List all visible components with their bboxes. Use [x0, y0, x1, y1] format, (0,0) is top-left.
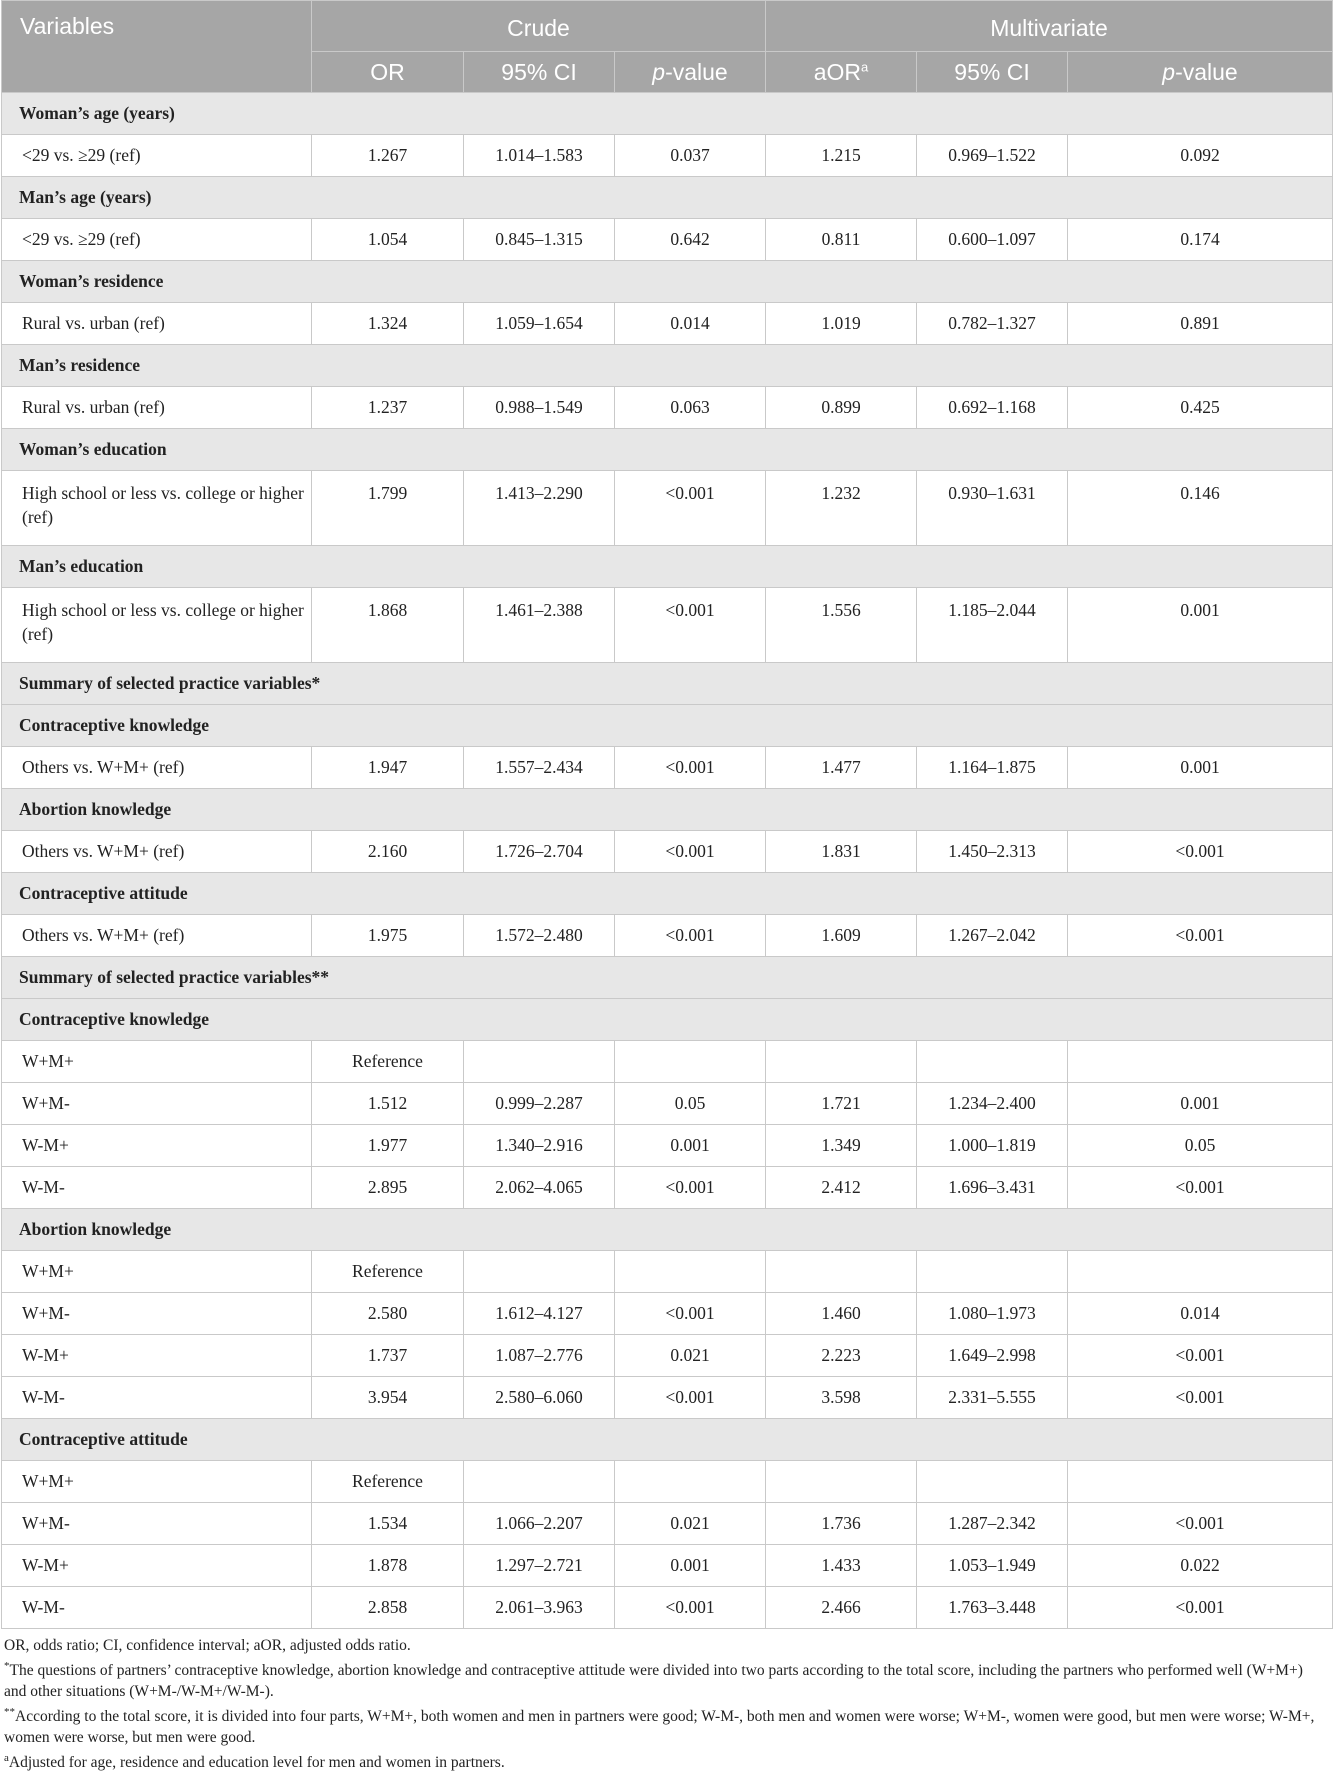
cell-p-value-multivariate: <0.001 [1068, 1503, 1333, 1545]
table-row [2, 387, 1333, 429]
table-row [2, 1377, 1333, 1419]
cell-p-value-multivariate: <0.001 [1068, 1587, 1333, 1629]
cell-ci-multivariate: 1.000–1.819 [917, 1125, 1068, 1167]
footnote-a-text: Adjusted for age, residence and education level for men and women in partners. [8, 1754, 505, 1772]
cell-p-value-crude: <0.001 [615, 1587, 766, 1629]
cell-ci-multivariate: 1.164–1.875 [917, 747, 1068, 789]
cell-odds-ratio: 1.868 [312, 588, 464, 663]
cell-p-value-multivariate [1068, 1041, 1333, 1083]
section-label: Man’s education [2, 546, 1333, 588]
cell-odds-ratio: 1.799 [312, 471, 464, 546]
section-row [2, 663, 1333, 705]
cell-ci-multivariate: 1.696–3.431 [917, 1167, 1068, 1209]
cell-variable-label: <29 vs. ≥29 (ref) [2, 135, 312, 177]
section-row [2, 1209, 1333, 1251]
table-row [2, 1335, 1333, 1377]
header-p-suffix: -value [665, 58, 728, 85]
header-multivariate: Multivariate [766, 1, 1333, 52]
cell-variable-label: W-M+ [2, 1125, 312, 1167]
cell-ci-multivariate: 1.053–1.949 [917, 1545, 1068, 1587]
cell-odds-ratio: Reference [312, 1041, 464, 1083]
cell-ci-multivariate: 0.692–1.168 [917, 387, 1068, 429]
cell-ci-multivariate: 0.600–1.097 [917, 219, 1068, 261]
cell-odds-ratio: 2.895 [312, 1167, 464, 1209]
cell-p-value-multivariate: 0.014 [1068, 1293, 1333, 1335]
section-row [2, 999, 1333, 1041]
cell-p-value-multivariate: <0.001 [1068, 915, 1333, 957]
section-label: Summary of selected practice variables** [2, 957, 1333, 999]
header-aor-text: aOR [813, 58, 862, 85]
table-body [2, 93, 1333, 1629]
cell-ci-crude [464, 1461, 615, 1503]
header-aor [766, 52, 917, 93]
cell-odds-ratio: Reference [312, 1461, 464, 1503]
regression-table [1, 0, 1333, 1629]
cell-adjusted-odds-ratio: 1.609 [766, 915, 917, 957]
cell-p-value-crude: 0.642 [615, 219, 766, 261]
cell-variable-label: W-M+ [2, 1335, 312, 1377]
cell-variable-label: Others vs. W+M+ (ref) [2, 831, 312, 873]
header-p-suffix: -value [1175, 58, 1238, 85]
cell-odds-ratio: 3.954 [312, 1377, 464, 1419]
cell-p-value-crude: <0.001 [615, 747, 766, 789]
cell-p-value-crude: <0.001 [615, 588, 766, 663]
cell-p-value-multivariate: 0.022 [1068, 1545, 1333, 1587]
table-row [2, 1545, 1333, 1587]
section-label: Woman’s age (years) [2, 93, 1333, 135]
footnote-star1-mark: * [4, 1660, 10, 1672]
header-ci-multi: 95% CI [917, 52, 1068, 93]
header-p-crude [615, 52, 766, 93]
cell-odds-ratio: 1.054 [312, 219, 464, 261]
table-row [2, 1125, 1333, 1167]
cell-variable-label: Others vs. W+M+ (ref) [2, 747, 312, 789]
cell-ci-multivariate [917, 1461, 1068, 1503]
cell-ci-multivariate: 0.969–1.522 [917, 135, 1068, 177]
cell-variable-label: Others vs. W+M+ (ref) [2, 915, 312, 957]
footnote-star2 [4, 1702, 1329, 1748]
cell-ci-crude: 1.087–2.776 [464, 1335, 615, 1377]
cell-p-value-crude: <0.001 [615, 831, 766, 873]
cell-odds-ratio: 1.975 [312, 915, 464, 957]
cell-adjusted-odds-ratio: 1.433 [766, 1545, 917, 1587]
cell-variable-label: W+M+ [2, 1251, 312, 1293]
cell-odds-ratio: 1.237 [312, 387, 464, 429]
header-or: OR [312, 52, 464, 93]
header-variables: Variables [2, 1, 312, 93]
header-p-multi [1068, 52, 1333, 93]
table-row [2, 831, 1333, 873]
table-row [2, 1041, 1333, 1083]
cell-ci-crude: 1.059–1.654 [464, 303, 615, 345]
footnote-star1-text: The questions of partners’ contraceptive knowledge, abortion knowledge and contraceptive attitude were divided into two parts according to the total score, including the partners who performed well (W+M+) and other situations (W+M-/W-M+/W-M-). [4, 1662, 1303, 1701]
cell-adjusted-odds-ratio: 2.412 [766, 1167, 917, 1209]
cell-variable-label: Rural vs. urban (ref) [2, 303, 312, 345]
table-row [2, 303, 1333, 345]
cell-ci-crude [464, 1041, 615, 1083]
section-label: Woman’s residence [2, 261, 1333, 303]
section-row [2, 789, 1333, 831]
section-row [2, 873, 1333, 915]
cell-ci-multivariate: 0.930–1.631 [917, 471, 1068, 546]
cell-odds-ratio: 2.858 [312, 1587, 464, 1629]
cell-ci-multivariate: 1.763–3.448 [917, 1587, 1068, 1629]
cell-p-value-multivariate: 0.001 [1068, 1083, 1333, 1125]
cell-adjusted-odds-ratio [766, 1041, 917, 1083]
cell-p-value-multivariate: 0.425 [1068, 387, 1333, 429]
cell-ci-crude: 1.413–2.290 [464, 471, 615, 546]
cell-p-value-crude: <0.001 [615, 915, 766, 957]
cell-p-value-multivariate: 0.146 [1068, 471, 1333, 546]
cell-p-value-crude: <0.001 [615, 1293, 766, 1335]
cell-ci-crude: 1.461–2.388 [464, 588, 615, 663]
cell-p-value-multivariate: 0.891 [1068, 303, 1333, 345]
cell-ci-multivariate: 2.331–5.555 [917, 1377, 1068, 1419]
section-label: Summary of selected practice variables* [2, 663, 1333, 705]
cell-variable-label: W+M+ [2, 1461, 312, 1503]
cell-adjusted-odds-ratio: 1.349 [766, 1125, 917, 1167]
section-row [2, 261, 1333, 303]
cell-ci-multivariate: 1.450–2.313 [917, 831, 1068, 873]
cell-ci-crude: 0.988–1.549 [464, 387, 615, 429]
header-ci-crude: 95% CI [464, 52, 615, 93]
cell-variable-label: Rural vs. urban (ref) [2, 387, 312, 429]
cell-adjusted-odds-ratio [766, 1251, 917, 1293]
section-row [2, 705, 1333, 747]
table-header [2, 1, 1333, 93]
cell-p-value-crude [615, 1251, 766, 1293]
cell-odds-ratio: 1.267 [312, 135, 464, 177]
section-row [2, 1419, 1333, 1461]
section-row [2, 546, 1333, 588]
cell-variable-label: W+M- [2, 1293, 312, 1335]
header-crude: Crude [312, 1, 766, 52]
cell-ci-crude: 1.066–2.207 [464, 1503, 615, 1545]
cell-adjusted-odds-ratio: 2.223 [766, 1335, 917, 1377]
cell-ci-multivariate: 1.267–2.042 [917, 915, 1068, 957]
cell-variable-label: <29 vs. ≥29 (ref) [2, 219, 312, 261]
header-aor-sup: a [861, 58, 869, 74]
cell-p-value-crude [615, 1041, 766, 1083]
header-p-italic: p [1162, 58, 1176, 85]
footnote-star1 [4, 1656, 1329, 1702]
cell-p-value-crude [615, 1461, 766, 1503]
table-row [2, 1587, 1333, 1629]
cell-p-value-crude: 0.001 [615, 1545, 766, 1587]
cell-variable-label: W-M- [2, 1587, 312, 1629]
cell-odds-ratio: 2.160 [312, 831, 464, 873]
cell-variable-label: High school or less vs. college or higher (ref) [2, 588, 312, 663]
table-row [2, 471, 1333, 546]
cell-ci-crude: 2.062–4.065 [464, 1167, 615, 1209]
cell-adjusted-odds-ratio: 2.466 [766, 1587, 917, 1629]
footnote-a-mark: a [4, 1752, 9, 1765]
table-row [2, 915, 1333, 957]
cell-ci-multivariate: 1.287–2.342 [917, 1503, 1068, 1545]
cell-adjusted-odds-ratio: 0.811 [766, 219, 917, 261]
footnotes [0, 1635, 1333, 1773]
section-label: Abortion knowledge [2, 789, 1333, 831]
section-label: Man’s age (years) [2, 177, 1333, 219]
cell-p-value-crude: 0.05 [615, 1083, 766, 1125]
section-label: Contraceptive attitude [2, 873, 1333, 915]
cell-ci-crude: 1.572–2.480 [464, 915, 615, 957]
cell-odds-ratio: 2.580 [312, 1293, 464, 1335]
section-label: Contraceptive knowledge [2, 999, 1333, 1041]
cell-variable-label: High school or less vs. college or higher (ref) [2, 471, 312, 546]
cell-odds-ratio: 1.324 [312, 303, 464, 345]
section-row [2, 345, 1333, 387]
table-row [2, 1251, 1333, 1293]
cell-variable-label: W+M+ [2, 1041, 312, 1083]
cell-adjusted-odds-ratio: 1.736 [766, 1503, 917, 1545]
cell-adjusted-odds-ratio: 1.215 [766, 135, 917, 177]
section-row [2, 93, 1333, 135]
footnote-star2-text: According to the total score, it is divided into four parts, W+M+, both women and men in partners were good; W-M-, both men and women were worse; W+M-, women were good, but men were worse; W-M+, women were worse, but men were good. [4, 1708, 1315, 1747]
footnote-abbreviations: OR, odds ratio; CI, confidence interval; aOR, adjusted odds ratio. [4, 1637, 411, 1654]
cell-odds-ratio: 1.977 [312, 1125, 464, 1167]
cell-p-value-multivariate: 0.174 [1068, 219, 1333, 261]
cell-p-value-crude: 0.021 [615, 1503, 766, 1545]
cell-p-value-crude: 0.021 [615, 1335, 766, 1377]
table-row [2, 1503, 1333, 1545]
cell-ci-crude: 0.845–1.315 [464, 219, 615, 261]
cell-p-value-multivariate: <0.001 [1068, 1335, 1333, 1377]
footnote-a [4, 1748, 1329, 1773]
header-p-italic: p [652, 58, 666, 85]
cell-ci-crude: 2.061–3.963 [464, 1587, 615, 1629]
cell-odds-ratio: 1.947 [312, 747, 464, 789]
cell-variable-label: W+M- [2, 1503, 312, 1545]
cell-variable-label: W-M+ [2, 1545, 312, 1587]
cell-ci-crude: 1.014–1.583 [464, 135, 615, 177]
cell-adjusted-odds-ratio: 3.598 [766, 1377, 917, 1419]
table-row [2, 1167, 1333, 1209]
cell-adjusted-odds-ratio: 1.232 [766, 471, 917, 546]
table-row [2, 1293, 1333, 1335]
cell-adjusted-odds-ratio: 1.460 [766, 1293, 917, 1335]
cell-adjusted-odds-ratio: 1.019 [766, 303, 917, 345]
section-label: Abortion knowledge [2, 1209, 1333, 1251]
cell-ci-crude: 0.999–2.287 [464, 1083, 615, 1125]
cell-ci-multivariate: 1.080–1.973 [917, 1293, 1068, 1335]
cell-p-value-crude: <0.001 [615, 1167, 766, 1209]
cell-variable-label: W+M- [2, 1083, 312, 1125]
cell-p-value-crude: 0.037 [615, 135, 766, 177]
cell-ci-multivariate: 1.234–2.400 [917, 1083, 1068, 1125]
cell-p-value-crude: <0.001 [615, 1377, 766, 1419]
cell-ci-crude: 1.612–4.127 [464, 1293, 615, 1335]
cell-adjusted-odds-ratio [766, 1461, 917, 1503]
footnote-star2-mark: ** [4, 1706, 15, 1719]
section-row [2, 957, 1333, 999]
cell-adjusted-odds-ratio: 1.556 [766, 588, 917, 663]
cell-p-value-crude: 0.014 [615, 303, 766, 345]
cell-ci-multivariate [917, 1041, 1068, 1083]
table-row [2, 1083, 1333, 1125]
cell-ci-crude: 1.340–2.916 [464, 1125, 615, 1167]
cell-ci-crude: 1.557–2.434 [464, 747, 615, 789]
cell-ci-crude: 1.297–2.721 [464, 1545, 615, 1587]
cell-p-value-multivariate: 0.001 [1068, 588, 1333, 663]
section-label: Contraceptive attitude [2, 1419, 1333, 1461]
cell-p-value-multivariate: 0.001 [1068, 747, 1333, 789]
cell-ci-multivariate: 0.782–1.327 [917, 303, 1068, 345]
cell-p-value-multivariate: 0.092 [1068, 135, 1333, 177]
section-row [2, 177, 1333, 219]
cell-p-value-multivariate: <0.001 [1068, 1167, 1333, 1209]
section-label: Woman’s education [2, 429, 1333, 471]
cell-p-value-multivariate: 0.05 [1068, 1125, 1333, 1167]
cell-adjusted-odds-ratio: 1.721 [766, 1083, 917, 1125]
table-row [2, 588, 1333, 663]
cell-variable-label: W-M- [2, 1167, 312, 1209]
section-row [2, 429, 1333, 471]
cell-odds-ratio: 1.534 [312, 1503, 464, 1545]
table-row [2, 135, 1333, 177]
cell-p-value-multivariate [1068, 1251, 1333, 1293]
cell-p-value-crude: <0.001 [615, 471, 766, 546]
cell-ci-multivariate [917, 1251, 1068, 1293]
cell-ci-multivariate: 1.649–2.998 [917, 1335, 1068, 1377]
cell-adjusted-odds-ratio: 0.899 [766, 387, 917, 429]
cell-p-value-multivariate: <0.001 [1068, 1377, 1333, 1419]
cell-odds-ratio: 1.878 [312, 1545, 464, 1587]
table-row [2, 219, 1333, 261]
cell-odds-ratio: 1.737 [312, 1335, 464, 1377]
section-label: Man’s residence [2, 345, 1333, 387]
cell-adjusted-odds-ratio: 1.477 [766, 747, 917, 789]
cell-variable-label: W-M- [2, 1377, 312, 1419]
cell-ci-crude: 2.580–6.060 [464, 1377, 615, 1419]
cell-p-value-multivariate: <0.001 [1068, 831, 1333, 873]
table-row [2, 1461, 1333, 1503]
section-label: Contraceptive knowledge [2, 705, 1333, 747]
cell-p-value-crude: 0.001 [615, 1125, 766, 1167]
table-row [2, 747, 1333, 789]
cell-ci-multivariate: 1.185–2.044 [917, 588, 1068, 663]
cell-odds-ratio: Reference [312, 1251, 464, 1293]
cell-p-value-multivariate [1068, 1461, 1333, 1503]
cell-odds-ratio: 1.512 [312, 1083, 464, 1125]
cell-ci-crude: 1.726–2.704 [464, 831, 615, 873]
cell-ci-crude [464, 1251, 615, 1293]
cell-adjusted-odds-ratio: 1.831 [766, 831, 917, 873]
cell-p-value-crude: 0.063 [615, 387, 766, 429]
